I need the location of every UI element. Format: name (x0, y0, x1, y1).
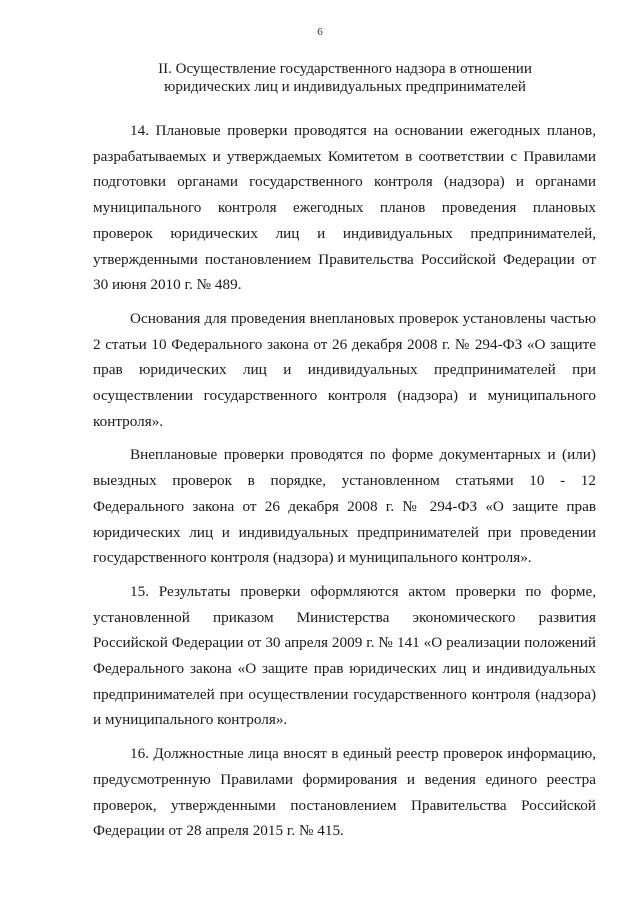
document-body (93, 118, 596, 852)
paragraph-16-registry: 16. Должностные лица вносят в единый реестр проверок информацию, предусмотренную Правилами формирования и ведения единого реестра проверок, утвержденными постановлением Правительства Российской Федерации от 28 апреля 2015 г. № 415. (93, 745, 596, 840)
section-title (95, 60, 595, 96)
paragraph-15-inspection-results: 15. Результаты проверки оформляются актом проверки по форме, установленной приказом Министерства экономического развития Российской Федерации от 30 апреля 2009 г. № 141 «О реализации положений Федерального закона «О защите прав юридических лиц и индивидуальных предпринимателей при осуществлении государственного контроля (надзора) и муниципального контроля». (93, 582, 596, 729)
section-title-line-1: II. Осуществление государственного надзора в отношении (158, 61, 532, 77)
section-title-line-2: юридических лиц и индивидуальных предпринимателей (164, 79, 526, 95)
paragraph-unplanned-grounds: Основания для проведения внеплановых проверок установлены частью 2 статьи 10 Федерального закона от 26 декабря 2008 г. № 294-ФЗ «О защите прав юридических лиц и индивидуальных предпринимателей при осуществлении государственного контроля (надзора) и муниципального контроля». (93, 309, 596, 430)
paragraph-14-planned-inspections: 14. Плановые проверки проводятся на основании ежегодных планов, разрабатываемых и утверждаемых Комитетом в соответствии с Правилами подготовки органами государственного контроля (надзора) и органами муниципального контроля ежегодных планов проведения плановых проверок юридических лиц и индивидуальных предпринимателей, утвержденными постановлением Правительства Российской Федерации от 30 июня 2010 г. № 489. (93, 122, 596, 294)
page-number: 6 (317, 26, 323, 38)
paragraph-unplanned-form: Внеплановые проверки проводятся по форме документарных и (или) выездных проверок в порядке, установленном статьями 10 - 12 Федерального закона от 26 декабря 2008 г. № 294-ФЗ «О защите прав юридических лиц и индивидуальных предпринимателей при проведении государственного контроля (надзора) и муниципального контроля». (93, 446, 596, 567)
